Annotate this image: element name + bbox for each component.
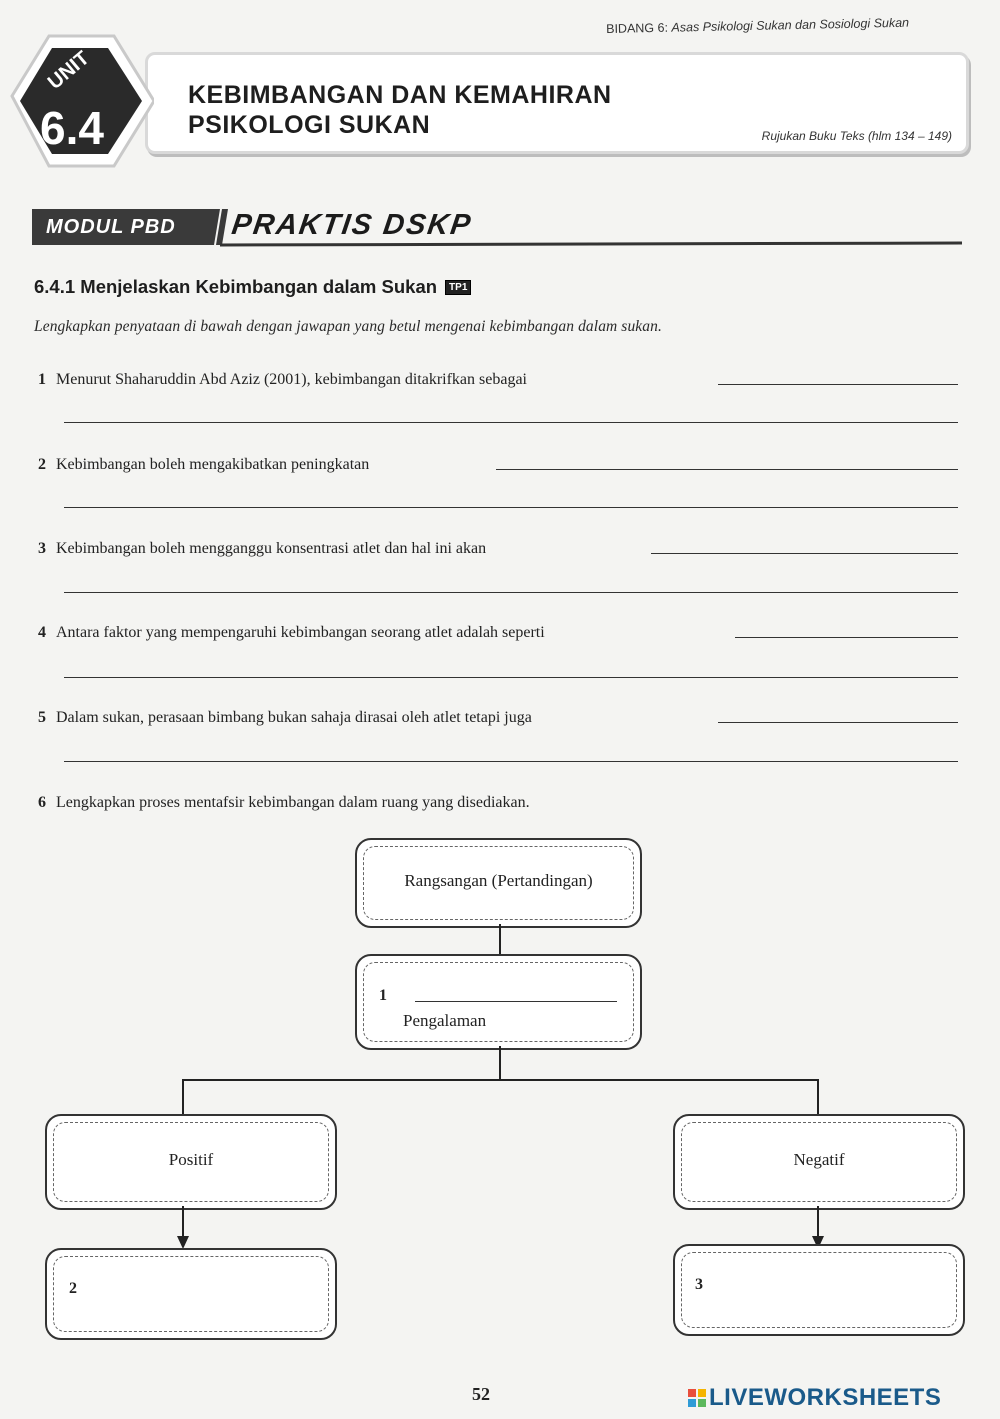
negative-label: Negatif: [793, 1150, 845, 1169]
connector-line: [499, 1046, 501, 1080]
unit-title-line1: KEBIMBANGAN DAN KEMAHIRAN: [188, 81, 612, 109]
answer-line-4b[interactable]: [64, 677, 958, 678]
question-2: [38, 456, 369, 474]
question-number: 4: [38, 624, 46, 641]
experience-label: Pengalaman: [403, 1011, 487, 1030]
unit-number: 6.4: [40, 102, 104, 154]
question-text: Antara faktor yang mempengaruhi kebimbangan seorang atlet adalah seperti: [56, 624, 545, 641]
question-text: Kebimbangan boleh mengganggu konsentrasi atlet dan hal ini akan: [56, 540, 487, 557]
tp-badge: TP1: [445, 280, 471, 295]
question-number: 2: [38, 456, 46, 473]
connector-line: [817, 1079, 819, 1116]
connector-line: [499, 924, 501, 956]
answer-line-3a[interactable]: [651, 553, 958, 554]
connector-line: [182, 1079, 819, 1081]
blank-number-3: 3: [695, 1276, 703, 1293]
question-number: 6: [38, 794, 46, 811]
unit-title-box: [145, 52, 969, 154]
liveworksheets-logo-icon: [688, 1389, 706, 1407]
section-title: [34, 276, 471, 298]
stimulus-label: Rangsangan (Pertandingan): [404, 871, 593, 890]
question-text: Menurut Shaharuddin Abd Aziz (2001), kebimbangan ditakrifkan sebagai: [56, 371, 527, 388]
blank-number-2: 2: [69, 1280, 77, 1297]
question-number: 1: [38, 371, 46, 388]
diagram-box-negative: [673, 1114, 965, 1210]
unit-title-line2: PSIKOLOGI SUKAN: [188, 111, 431, 139]
unit-badge: [4, 26, 154, 176]
question-4: [38, 624, 545, 642]
bidang-text: Asas Psikologi Sukan dan Sosiologi Sukan: [671, 15, 910, 35]
question-6: [38, 794, 530, 812]
question-1: [38, 371, 527, 389]
instruction: Lengkapkan penyataan di bawah dengan jawapan yang betul mengenai kebimbangan dalam sukan.: [34, 318, 662, 335]
answer-line-1b[interactable]: [64, 422, 958, 423]
diagram-answer-line-1[interactable]: [415, 1001, 617, 1002]
bidang-number: BIDANG 6:: [606, 20, 669, 36]
question-text: Lengkapkan proses mentafsir kebimbangan dalam ruang yang disediakan.: [56, 794, 530, 811]
question-text: Kebimbangan boleh mengakibatkan peningkatan: [56, 456, 370, 473]
page-number: 52: [472, 1384, 490, 1404]
connector-line: [182, 1079, 184, 1116]
answer-line-2a[interactable]: [496, 469, 958, 470]
diagram-box-stimulus: [355, 838, 642, 928]
answer-line-3b[interactable]: [64, 592, 958, 593]
question-text: Dalam sukan, perasaan bimbang bukan sahaja dirasai oleh atlet tetapi juga: [56, 709, 532, 726]
question-number: 5: [38, 709, 46, 726]
answer-line-2b[interactable]: [64, 507, 958, 508]
blank-number-1: 1: [379, 987, 387, 1004]
answer-line-1a[interactable]: [718, 384, 958, 385]
diagram-box-experience: [355, 954, 642, 1050]
unit-word: UNIT: [43, 47, 94, 94]
question-number: 3: [38, 540, 46, 557]
liveworksheets-brand: [688, 1384, 941, 1412]
answer-line-5b[interactable]: [64, 761, 958, 762]
answer-box-3[interactable]: [673, 1244, 965, 1336]
subject-area-label: [606, 16, 909, 36]
answer-line-4a[interactable]: [735, 637, 958, 638]
section-title-text: 6.4.1 Menjelaskan Kebimbangan dalam Sukan: [34, 276, 438, 297]
positive-label: Positif: [168, 1150, 214, 1169]
modul-label: MODUL PBD: [46, 216, 176, 238]
question-5: [38, 709, 532, 727]
textbook-reference: Rujukan Buku Teks (hlm 134 – 149): [761, 129, 952, 143]
question-3: [38, 540, 486, 558]
modul-title: PRAKTIS DSKP: [229, 209, 475, 241]
arrow-down-icon: [176, 1206, 190, 1250]
brand-text: LIVEWORKSHEETS: [709, 1384, 942, 1411]
answer-line-5a[interactable]: [718, 722, 958, 723]
answer-box-2[interactable]: [45, 1248, 337, 1340]
diagram-box-positive: [45, 1114, 337, 1210]
